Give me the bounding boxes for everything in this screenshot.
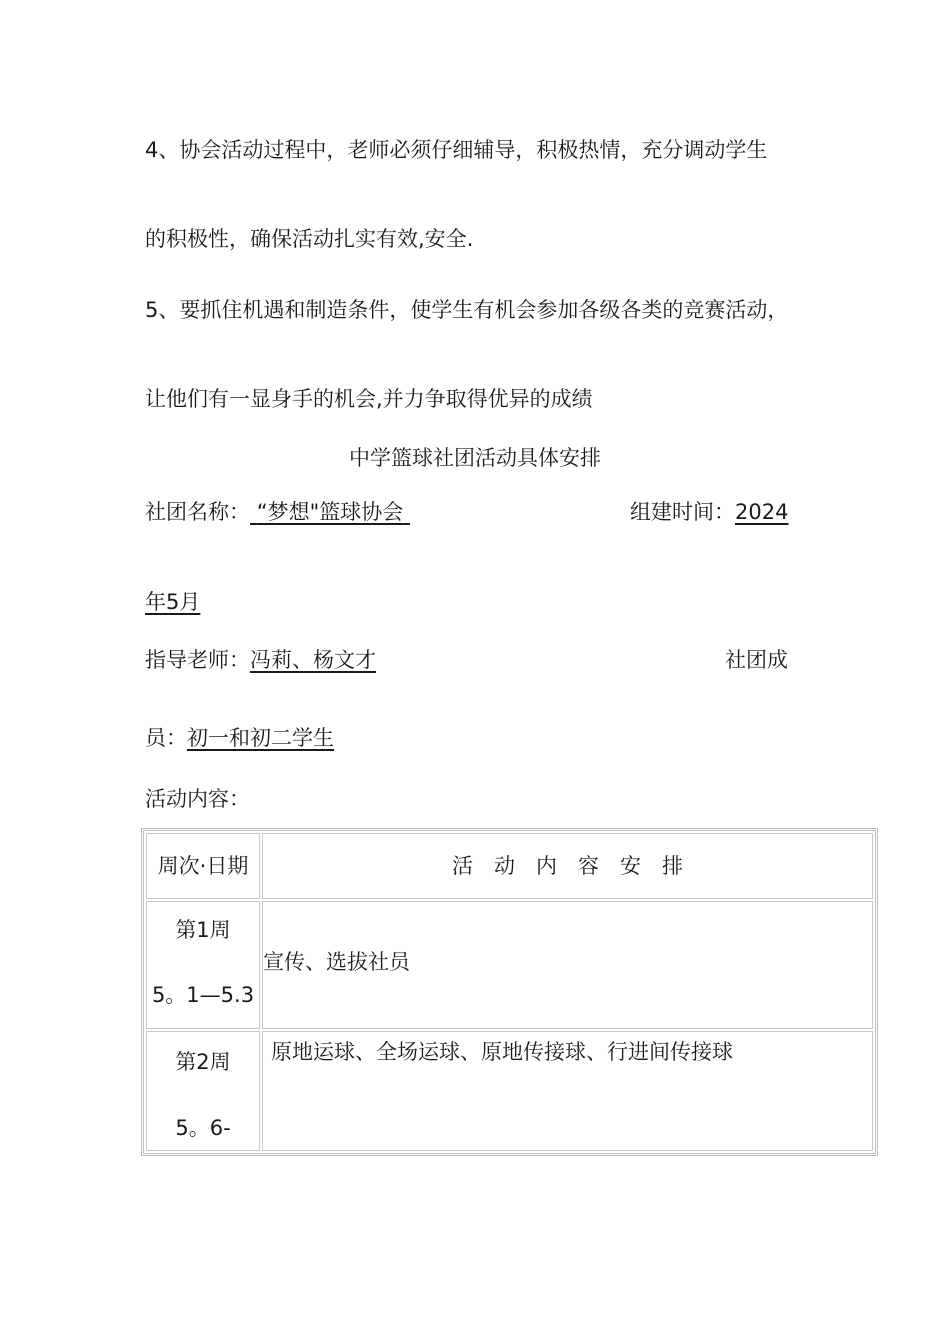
teacher-value: 冯莉、杨文才	[250, 648, 376, 672]
activity-cell: 宣传、选拔社员	[262, 901, 873, 1029]
week-dates: 5。6-	[175, 1116, 231, 1140]
week-label: 第1周	[175, 918, 231, 942]
founded-value-month: 年5月	[145, 590, 201, 614]
members-row	[145, 723, 334, 753]
activity-content-label: 活动内容：	[145, 787, 250, 811]
founded-row	[630, 497, 788, 527]
founded-value-year: 2024	[735, 500, 789, 524]
table-header-row	[146, 833, 873, 899]
members-label-part-2: 员：	[145, 726, 187, 750]
table-row	[146, 901, 873, 1029]
teacher-label: 指导老师：	[145, 648, 250, 672]
paragraph-4-line-2: 的积极性，确保活动扎实有效,安全.	[145, 227, 474, 251]
activity-cell: 原地运球、全场运球、原地传接球、行进间传接球	[262, 1031, 873, 1151]
club-name-row	[145, 497, 410, 527]
table-row	[146, 1031, 873, 1151]
week-label: 第2周	[175, 1050, 231, 1074]
paragraph-4-line-1: 4、协会活动过程中，老师必须仔细辅导，积极热情，充分调动学生	[145, 138, 768, 162]
week-dates: 5。1—5.3	[151, 983, 255, 1007]
members-label-part-1: 社团成	[725, 648, 788, 672]
founded-label: 组建时间：	[630, 500, 735, 524]
teacher-row	[145, 645, 376, 675]
club-name-value: “梦想"篮球协会	[256, 500, 404, 524]
paragraph-5-line-1: 5、要抓住机遇和制造条件，使学生有机会参加各级各类的竞赛活动，	[145, 298, 789, 322]
founded-value-continued	[145, 587, 200, 617]
week-cell	[146, 901, 260, 1029]
week-cell	[146, 1031, 260, 1151]
header-week-date: 周次·日期	[146, 833, 260, 899]
club-name-label: 社团名称：	[145, 500, 250, 524]
paragraph-5-line-2: 让他们有一显身手的机会,并力争取得优异的成绩	[145, 387, 593, 411]
section-heading: 中学篮球社团活动具体安排	[349, 446, 601, 470]
members-value: 初一和初二学生	[187, 726, 334, 750]
header-activity: 活 动 内 容 安 排	[262, 833, 873, 899]
schedule-table	[141, 828, 878, 1156]
